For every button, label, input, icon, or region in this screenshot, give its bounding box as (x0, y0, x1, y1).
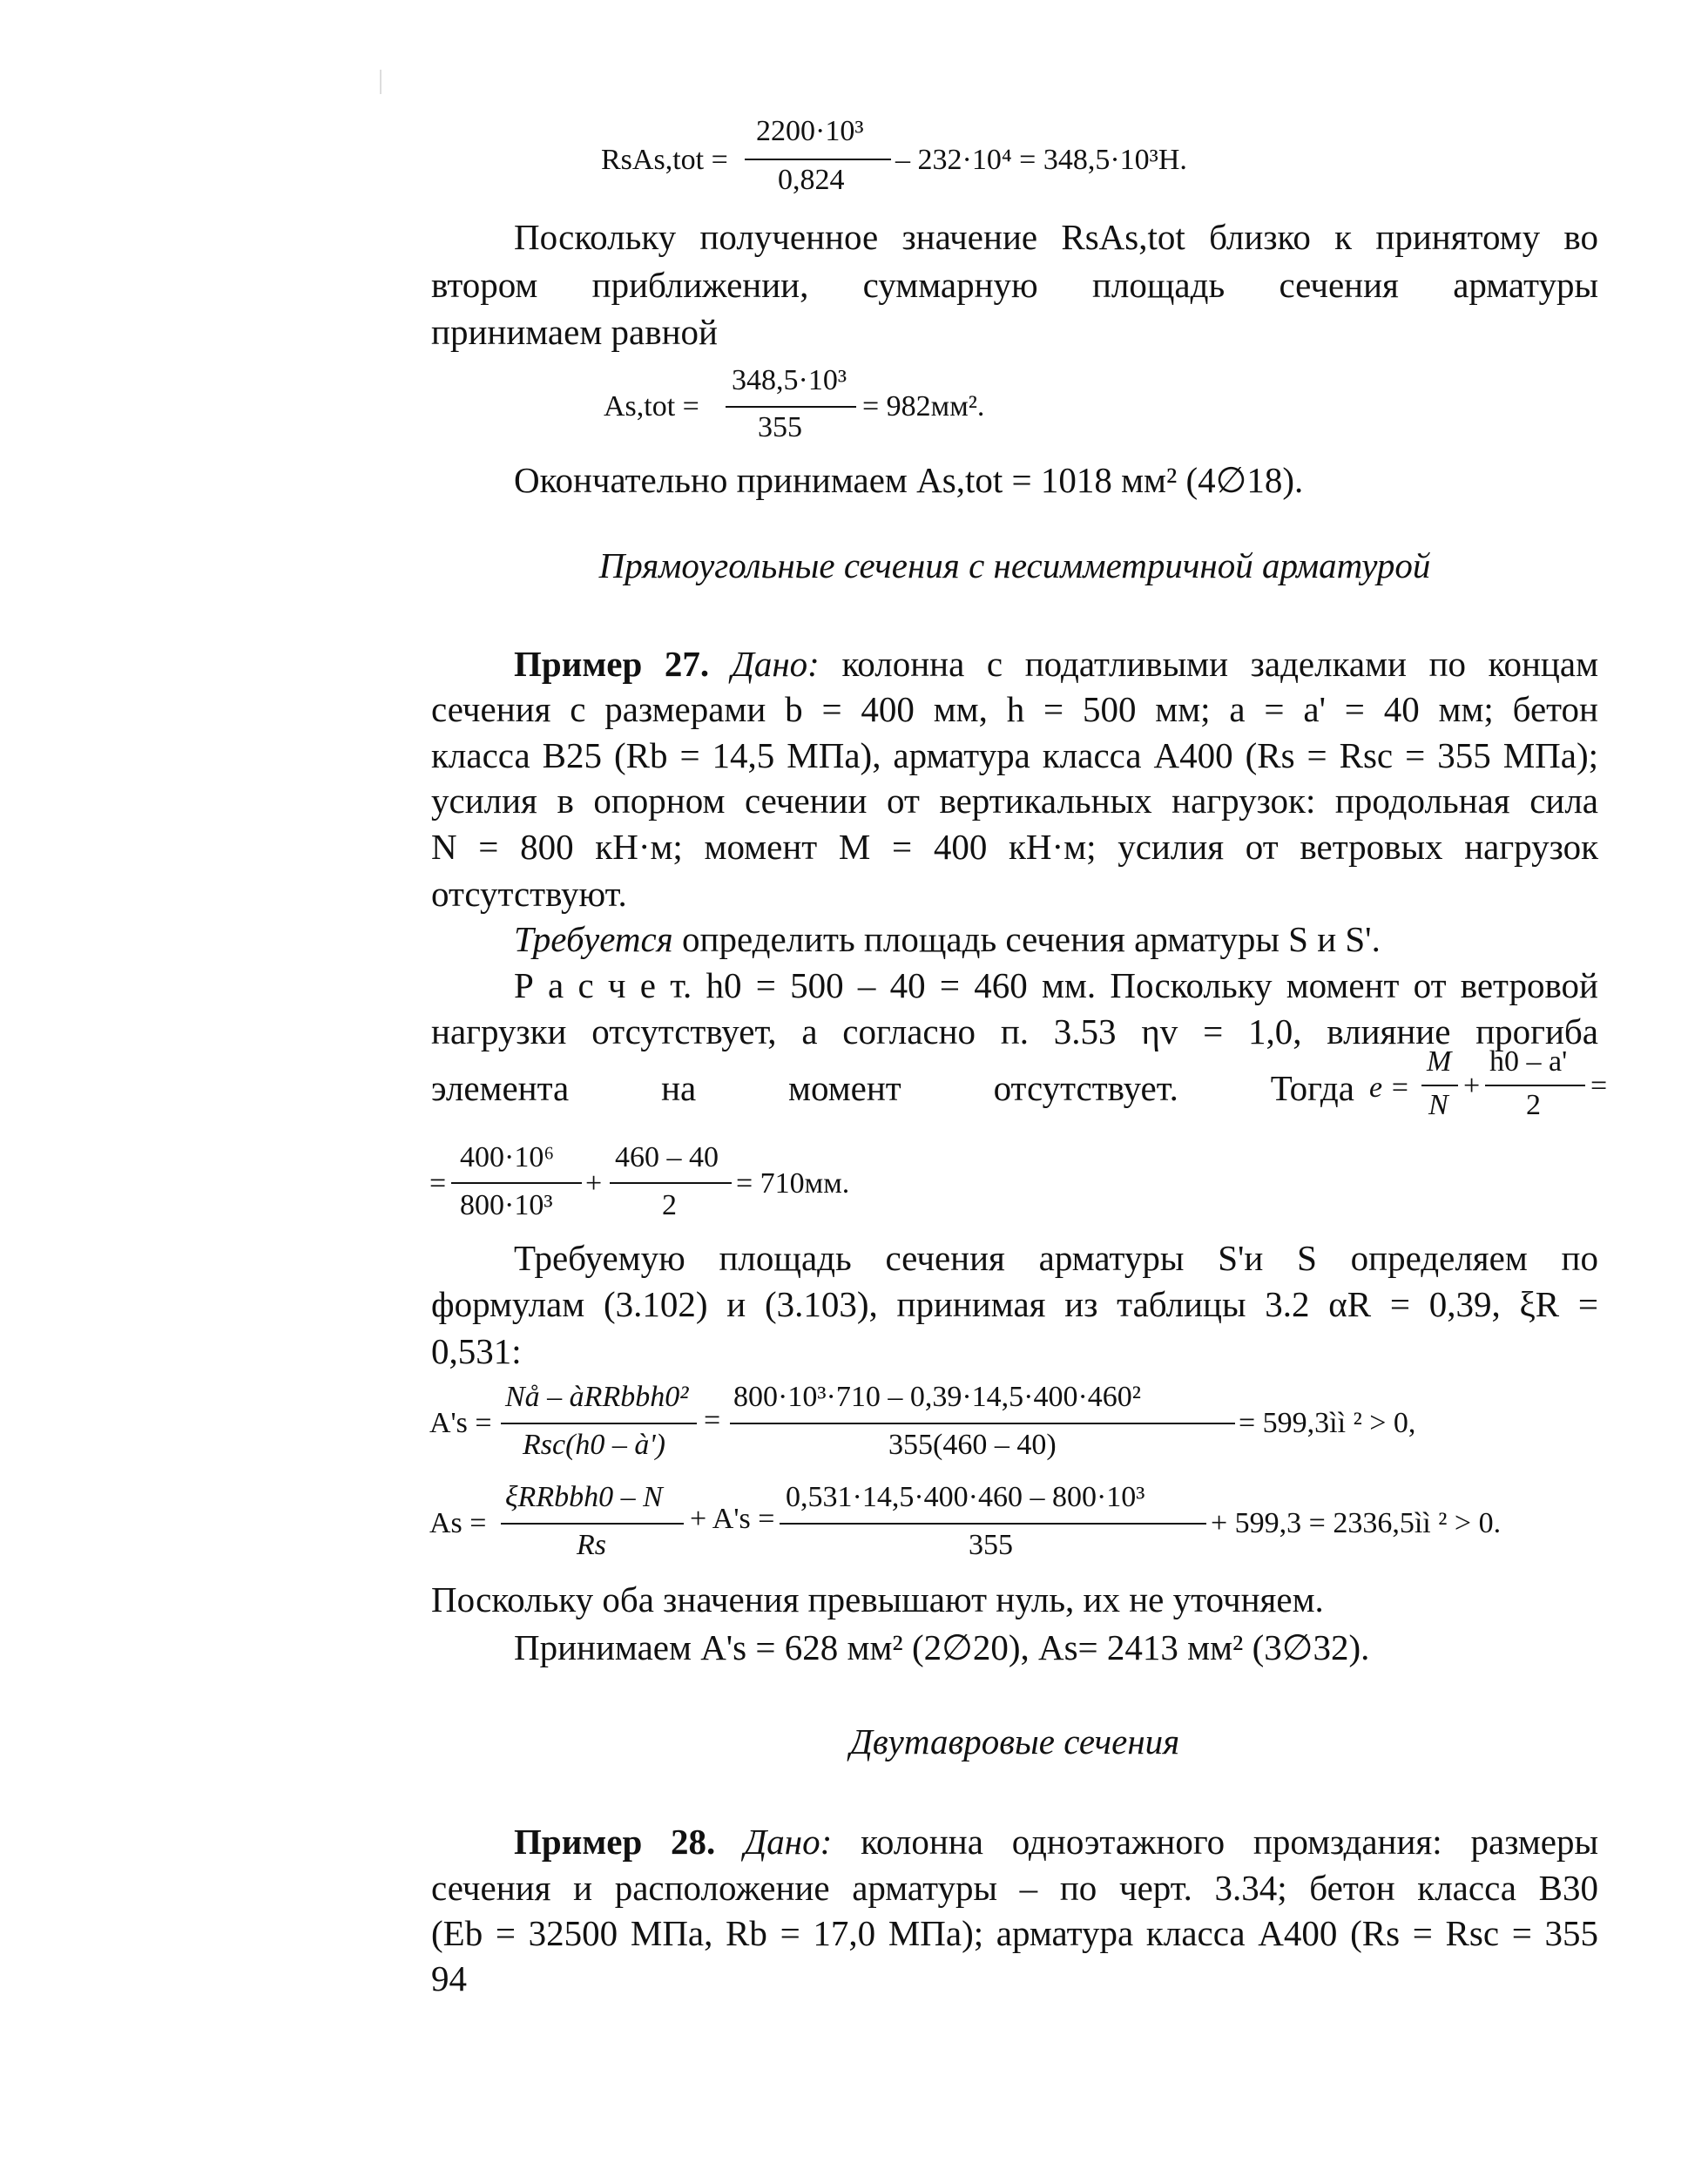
fraction-bar (610, 1182, 732, 1184)
fraction-bar (730, 1423, 1235, 1424)
fraction-bar (501, 1423, 697, 1424)
formula-denominator: 355(460 – 40) (888, 1429, 1057, 1461)
page-number: 94 (431, 1958, 467, 1998)
paragraph-line: усилия в опорном сечении от вертикальных нагрузок: продольная сила (431, 781, 1598, 821)
paragraph-line: сечения с размерами b = 400 мм, h = 500 мм; a = a' = 40 мм; бетон (431, 689, 1598, 729)
paragraph-line: Окончательно принимаем As,tot = 1018 мм² (4∅18). (514, 460, 1304, 500)
paragraph-line: отсутствуют. (431, 874, 627, 914)
paragraph-line: Требуемую площадь сечения арматуры S'и S определяем по (514, 1238, 1598, 1278)
given-label: Дано: (744, 1822, 833, 1862)
formula-lhs: RsAs,tot = (601, 144, 728, 176)
example-label: Пример 27. (514, 644, 710, 684)
formula-numerator: 800·10³·710 – 0,39·14,5·400·460² (733, 1381, 1141, 1413)
paragraph-line: N = 800 кН·м; момент M = 400 кН·м; усилия от ветровых нагрузок (431, 827, 1598, 867)
scan-speck (380, 70, 381, 94)
section-heading: Прямоугольные сечения с несимметричной арматурой (598, 545, 1431, 585)
formula-rest: = 599,3ìì ² > 0, (1239, 1407, 1416, 1439)
formula-numerator: 460 – 40 (615, 1141, 719, 1173)
formula-denominator: Rs (577, 1529, 606, 1561)
paragraph-line: втором приближении, суммарную площадь сечения арматуры (431, 265, 1598, 305)
formula-plus: + (1463, 1070, 1481, 1102)
section-heading: Двутавровые сечения (849, 1721, 1180, 1761)
formula-equals: = (429, 1167, 447, 1200)
example-heading-line (514, 1821, 1598, 1863)
paragraph-line: нагрузки отсутствует, а согласно п. 3.53 ηv = 1,0, влияние прогиба (431, 1011, 1598, 1051)
paragraph-line: 0,531: (431, 1331, 522, 1371)
formula-numerator: 0,531·14,5·400·460 – 800·10³ (786, 1481, 1145, 1513)
formula-numerator: Nå – àRRbbh0² (505, 1381, 689, 1413)
required-label: Требуется (514, 919, 673, 959)
paragraph-line: формулам (3.102) и (3.103), принимая из таблицы 3.2 αR = 0,39, ξR = (431, 1284, 1598, 1324)
formula-rest: = 710мм. (736, 1167, 850, 1200)
formula-denominator: 2 (662, 1189, 677, 1221)
fraction-bar (501, 1523, 684, 1525)
formula-rest: = 982мм². (862, 390, 985, 423)
formula-lhs: As,tot = (604, 390, 699, 423)
fraction-bar (780, 1523, 1206, 1525)
requirement-line (514, 916, 1381, 962)
formula-denominator: 355 (758, 411, 802, 443)
formula-denominator: N (1428, 1089, 1448, 1121)
fraction-bar (745, 159, 891, 160)
paragraph-text: колонна одноэтажного промздания: размеры (861, 1822, 1599, 1862)
formula-rest: + 599,3 = 2336,5ìì ² > 0. (1211, 1507, 1502, 1539)
formula-denominator: 355 (969, 1529, 1013, 1561)
formula-numerator: 2200·10³ (756, 115, 864, 147)
fraction-bar (726, 406, 856, 408)
example-heading-line (514, 643, 1598, 685)
formula-numerator: 400·10⁶ (460, 1141, 555, 1173)
paragraph-line: Принимаем A's = 628 мм² (2∅20), As= 2413 мм² (3∅32). (514, 1627, 1370, 1667)
formula-denominator: 0,824 (778, 164, 845, 196)
paragraph-line: Поскольку оба значения превышают нуль, их не уточняем. (431, 1579, 1324, 1619)
formula-numerator: ξRRbbh0 – N (505, 1481, 663, 1513)
paragraph-line: элемента на момент отсутствует. Тогда (431, 1068, 1354, 1108)
formula-denominator: 800·10³ (460, 1189, 553, 1221)
formula-numerator: 348,5·10³ (732, 364, 847, 396)
fraction-bar (1421, 1085, 1458, 1086)
formula-lhs: e = (1369, 1072, 1410, 1104)
formula-middle: + A's = (690, 1503, 775, 1535)
paragraph-line: сечения и расположение арматуры – по черт. 3.34; бетон класса В30 (431, 1868, 1598, 1908)
example-label: Пример 28. (514, 1822, 716, 1862)
formula-numerator: M (1427, 1045, 1452, 1078)
paragraph-line: Поскольку полученное значение RsAs,tot близко к принятому во (514, 217, 1598, 257)
formula-numerator: h0 – а' (1489, 1045, 1568, 1078)
paragraph-line: принимаем равной (431, 312, 718, 352)
formula-denominator: Rsc(h0 – à') (523, 1429, 666, 1461)
formula-equals: = (704, 1404, 721, 1437)
formula-denominator: 2 (1526, 1089, 1541, 1121)
formula-lhs: A's = (429, 1407, 492, 1439)
paragraph-text: колонна с податливыми заделками по концам (841, 644, 1599, 684)
formula-plus: + (585, 1167, 603, 1200)
given-label: Дано: (731, 644, 820, 684)
paragraph-line: Р а с ч е т. h0 = 500 – 40 = 460 мм. Поскольку момент от ветровой (514, 965, 1598, 1005)
fraction-bar (451, 1182, 582, 1184)
formula-lhs: As = (429, 1507, 487, 1539)
paragraph-line: класса В25 (Rb = 14,5 МПа), арматура класса А400 (Rs = Rsc = 355 МПа); (431, 735, 1598, 775)
formula-equals: = (1590, 1070, 1608, 1102)
paragraph-text: определить площадь сечения арматуры S и S'. (682, 919, 1381, 959)
formula-rest: – 232·10⁴ = 348,5·10³Н. (895, 144, 1187, 176)
fraction-bar (1485, 1085, 1585, 1086)
paragraph-line: (Eb = 32500 МПа, Rb = 17,0 МПа); арматура класса А400 (Rs = Rsc = 355 (431, 1913, 1598, 1953)
